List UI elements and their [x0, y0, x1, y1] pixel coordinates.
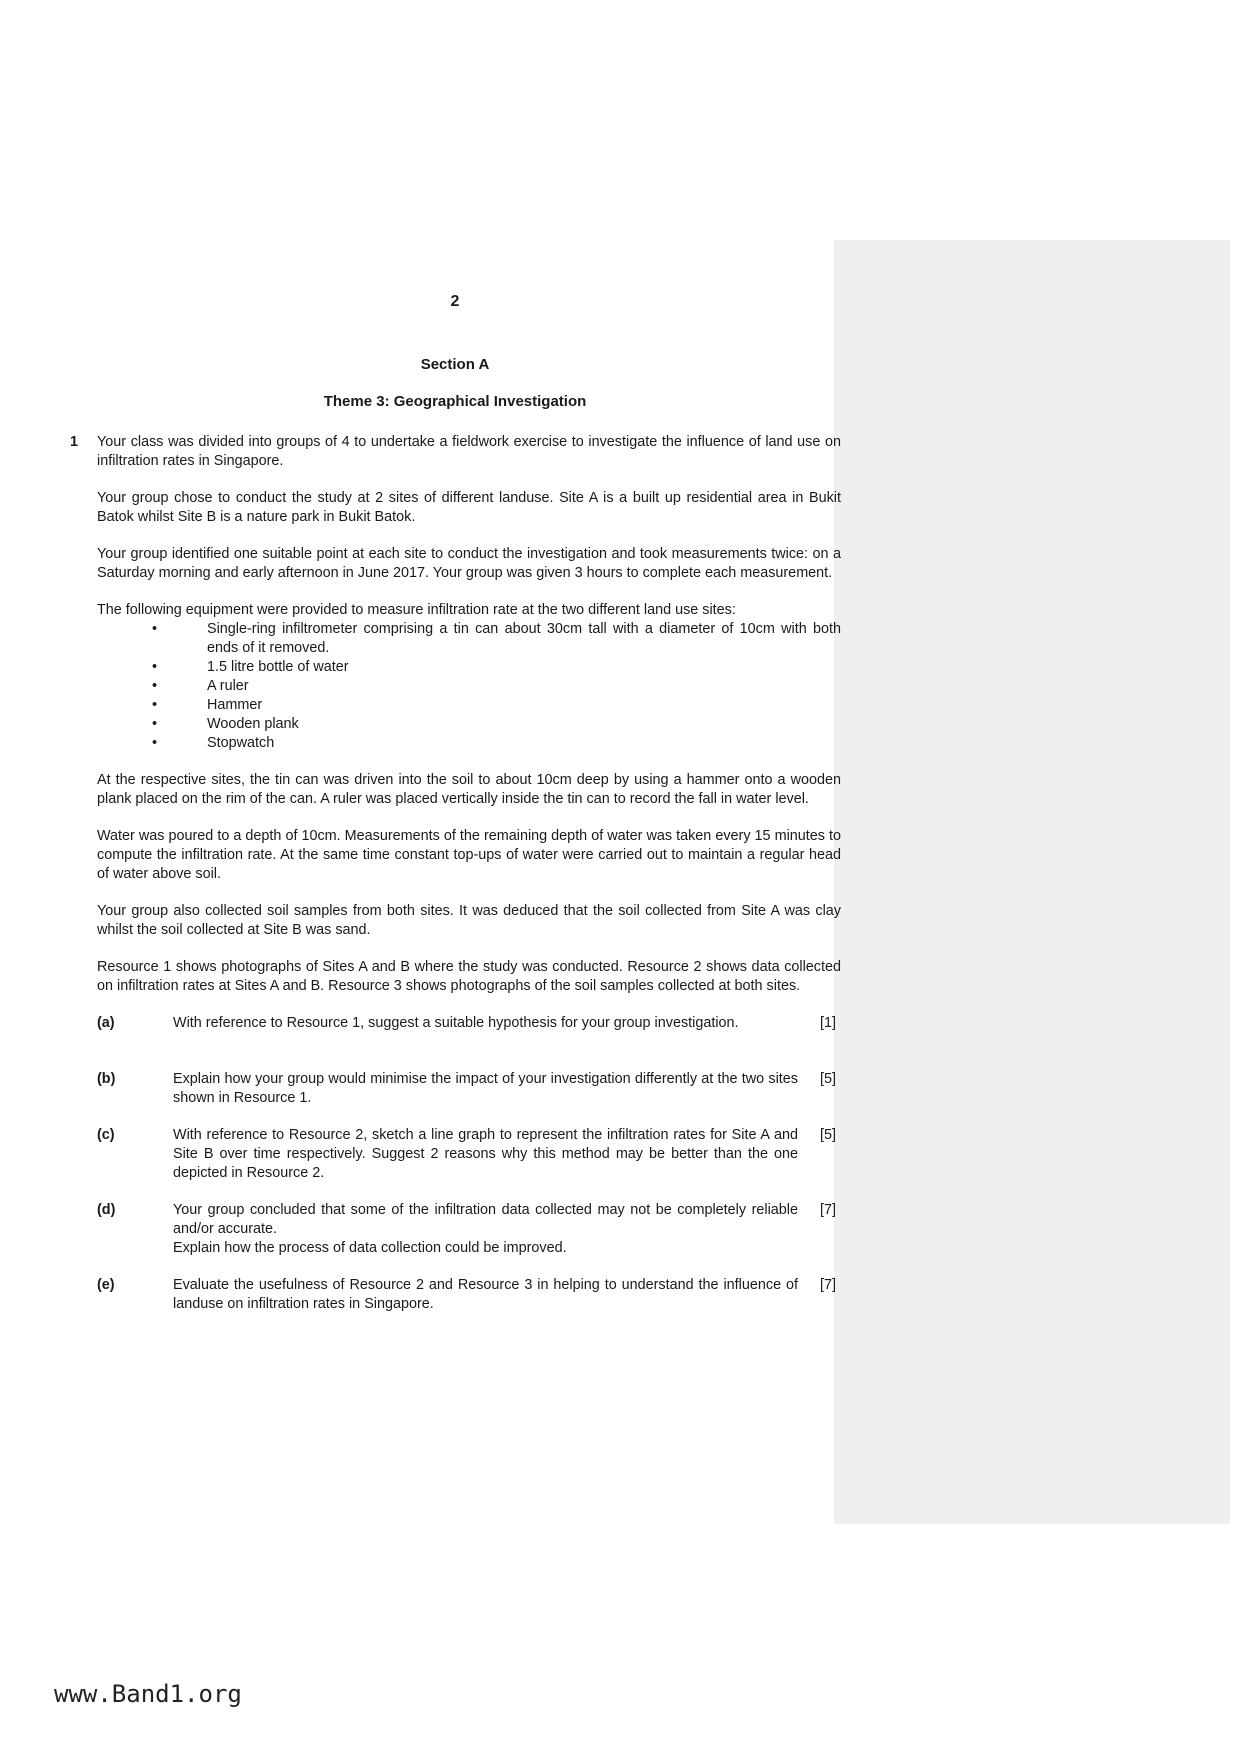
equipment-list [97, 620, 841, 753]
subquestion-marks: [5] [820, 1127, 836, 1143]
footer-url: www.Band1.org [54, 1680, 242, 1708]
subquestion-marks: [5] [820, 1071, 836, 1087]
bullet-icon: • [152, 716, 158, 732]
list-item [97, 677, 841, 696]
equipment-text: Stopwatch [207, 735, 275, 751]
bullet-icon: • [152, 735, 158, 751]
list-item [97, 620, 841, 658]
equipment-text: 1.5 litre bottle of water [207, 659, 349, 675]
question-1 [70, 433, 841, 1332]
subquestion-text-line: Your group concluded that some of the infiltration data collected may not be completely reliable and/or accurate. [173, 1202, 798, 1237]
subquestion-text: Evaluate the usefulness of Resource 2 and Resource 3 in helping to understand the influence of landuse on infiltration rates in Singapore. [173, 1277, 798, 1312]
subquestion-d [97, 1201, 841, 1258]
subquestion-a [97, 1014, 841, 1052]
comment-pane [834, 240, 1230, 1524]
subquestion-b [97, 1070, 841, 1108]
list-item [97, 658, 841, 677]
section-title: Section A [420, 356, 490, 373]
subquestion-label: (b) [97, 1071, 116, 1087]
equipment-text: Wooden plank [207, 716, 299, 732]
subquestion-label: (d) [97, 1202, 116, 1218]
list-item [97, 715, 841, 734]
measurement-paragraph: Your group identified one suitable point at each site to conduct the investigation and took measurements twice: on a Saturday morning and early afternoon in June 2017. Your group was given 3 hours to complete each measurement. [97, 546, 841, 581]
subquestion-label: (e) [97, 1277, 115, 1293]
subquestion-text [173, 1201, 798, 1258]
bullet-icon: • [152, 621, 158, 637]
equipment-text: Single-ring infiltrometer comprising a tin can about 30cm tall with a diameter of 10cm with both ends of it removed. [207, 621, 841, 656]
subquestion-text: With reference to Resource 2, sketch a line graph to represent the infiltration rates for Site A and Site B over time respectively. Suggest 2 reasons why this method may be better than the one depicted in Resource 2. [173, 1127, 798, 1181]
subquestion-marks: [1] [820, 1015, 836, 1031]
equipment-text: Hammer [207, 697, 263, 713]
bullet-icon: • [152, 697, 158, 713]
subquestion-text: With reference to Resource 1, suggest a suitable hypothesis for your group investigation. [173, 1015, 739, 1031]
subquestion-marks: [7] [820, 1202, 836, 1218]
subquestion-e [97, 1276, 841, 1314]
subquestion-label: (a) [97, 1015, 115, 1031]
subquestion-marks: [7] [820, 1277, 836, 1293]
question-number: 1 [70, 434, 79, 450]
question-body [97, 433, 841, 1314]
equipment-text: A ruler [207, 678, 249, 694]
equipment-intro: The following equipment were provided to measure infiltration rate at the two different land use sites: [97, 602, 736, 618]
subquestion-text: Explain how your group would minimise the impact of your investigation differently at the two sites shown in Resource 1. [173, 1071, 798, 1106]
sites-paragraph: Your group chose to conduct the study at 2 sites of different landuse. Site A is a built up residential area in Bukit Batok whilst Site B is a nature park in Bukit Batok. [97, 490, 841, 525]
intro-paragraph: Your class was divided into groups of 4 to undertake a fieldwork exercise to investigate the influence of land use on infiltration rates in Singapore. [97, 434, 841, 469]
bullet-icon: • [152, 659, 158, 675]
subquestion-text-line: Explain how the process of data collection could be improved. [173, 1240, 567, 1256]
water-paragraph: Water was poured to a depth of 10cm. Measurements of the remaining depth of water was taken every 15 minutes to compute the infiltration rate. At the same time constant top-ups of water were carried out to maintain a regular head of water above soil. [97, 828, 841, 882]
page-number: 2 [450, 293, 460, 310]
subquestion-c [97, 1126, 841, 1183]
subquestion-label: (c) [97, 1127, 115, 1143]
resources-paragraph: Resource 1 shows photographs of Sites A and B where the study was conducted. Resource 2 shows data collected on infiltration rates at Sites A and B. Resource 3 shows photographs of the soil samples collected at both sites. [97, 959, 841, 994]
soil-paragraph: Your group also collected soil samples from both sites. It was deduced that the soil collected from Site A was clay whilst the soil collected at Site B was sand. [97, 903, 841, 938]
procedure-paragraph: At the respective sites, the tin can was driven into the soil to about 10cm deep by using a hammer onto a wooden plank placed on the rim of the can. A ruler was placed vertically inside the tin can to record the fall in water level. [97, 772, 841, 807]
list-item [97, 734, 841, 753]
bullet-icon: • [152, 678, 158, 694]
list-item [97, 696, 841, 715]
theme-title: Theme 3: Geographical Investigation [323, 393, 587, 410]
